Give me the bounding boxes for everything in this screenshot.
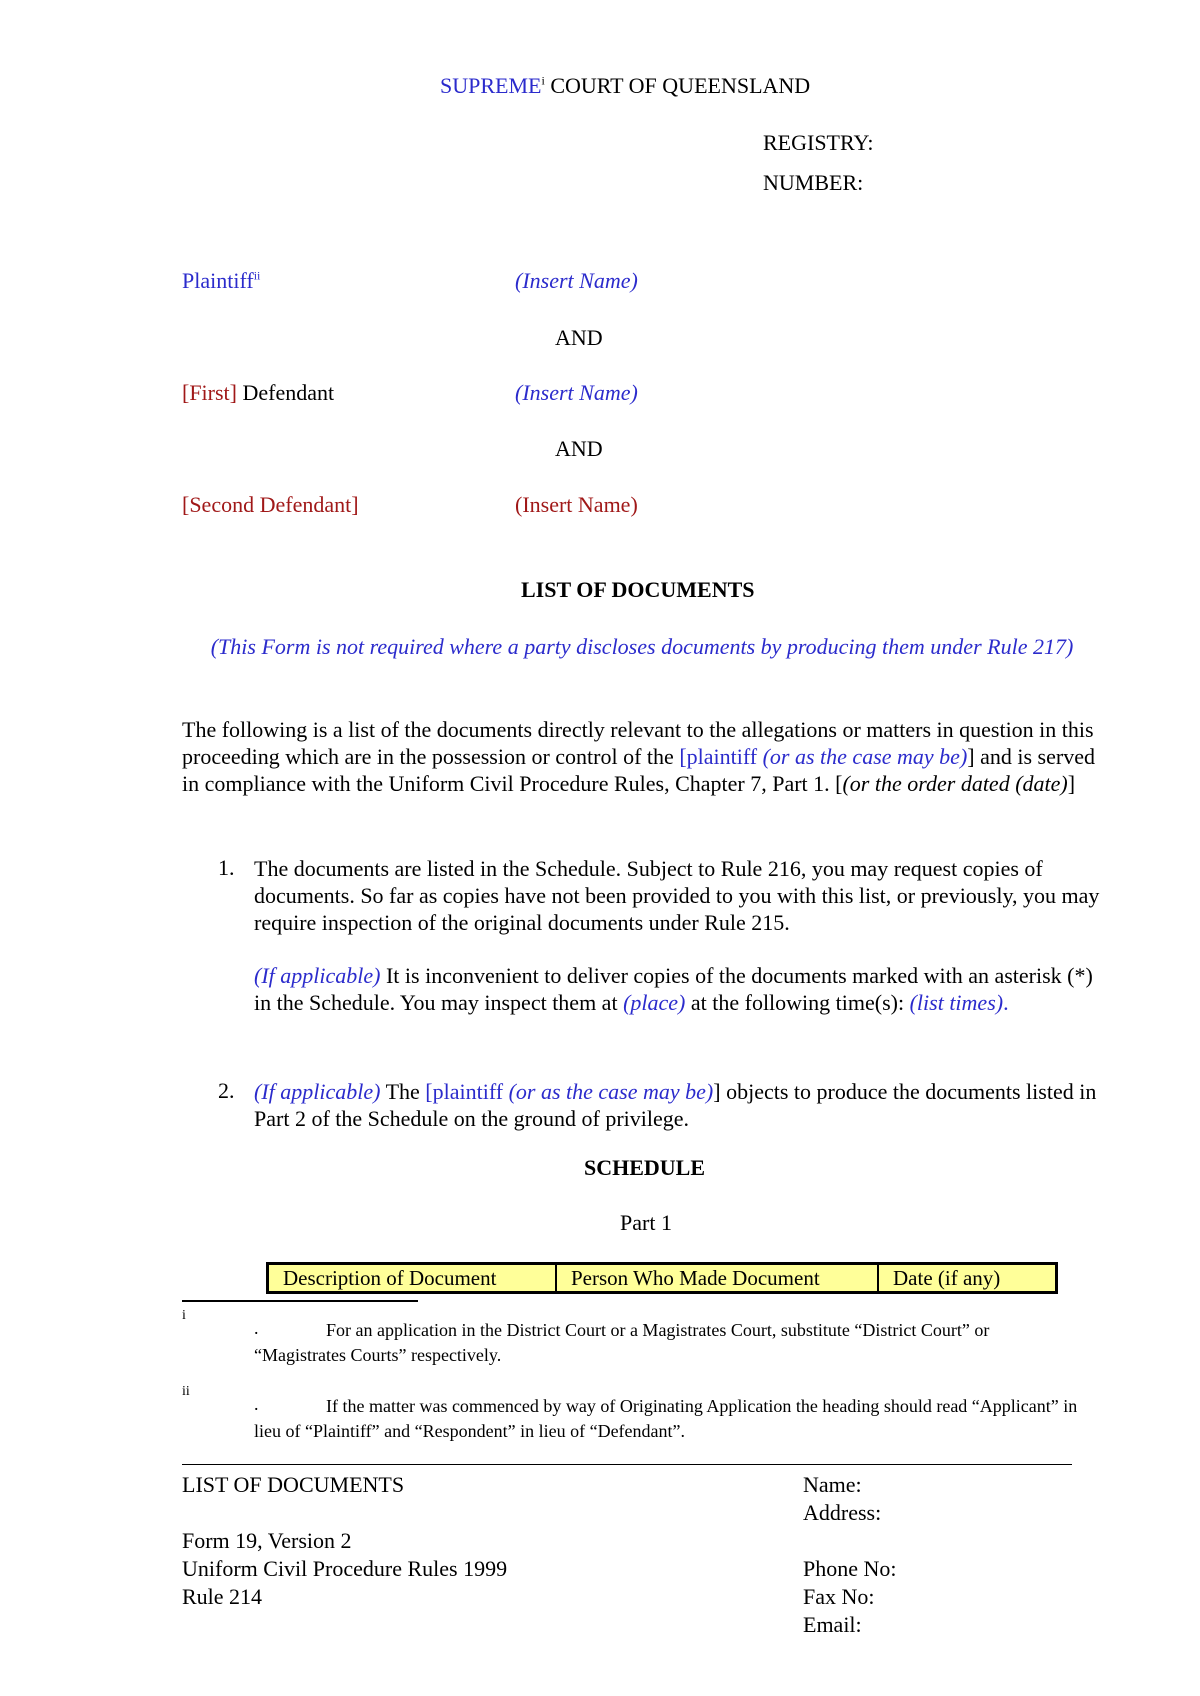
item-1b-text-2: at the following time(s): bbox=[685, 990, 910, 1015]
item-1b-prefix: (If applicable) bbox=[254, 963, 381, 988]
court-name-highlight: SUPREME bbox=[440, 73, 542, 98]
footer-form-version: Form 19, Version 2 bbox=[182, 1528, 352, 1553]
item-2-paragraph bbox=[254, 1078, 1109, 1132]
second-defendant-name-placeholder: (Insert Name) bbox=[515, 492, 638, 517]
item-1b-place: (place) bbox=[623, 990, 686, 1015]
item-2-text-1: The bbox=[380, 1079, 426, 1104]
form-note: (This Form is not required where a party discloses documents by producing them under Rule 217) bbox=[210, 634, 1074, 659]
footer-document-title: LIST OF DOCUMENTS bbox=[182, 1472, 405, 1497]
schedule-table-header bbox=[266, 1262, 1058, 1294]
intro-order-date: (or the order dated (date) bbox=[842, 771, 1068, 796]
intro-text-1: The following is a list of the documents directly relevant to the allegations or matters in question in this proceeding which are in the possession or control of the bbox=[182, 717, 1094, 769]
plaintiff-label-text: Plaintiff bbox=[182, 268, 254, 293]
item-1b-paragraph bbox=[254, 962, 1109, 1016]
item-2-prefix: (If applicable) bbox=[254, 1079, 381, 1104]
footnote-2-text: If the matter was commenced by way of Originating Application the heading should read “Applicant” in lieu of “Plaintiff” and “Respondent” in lieu of “Defendant”. bbox=[254, 1396, 1078, 1441]
column-header-person: Person Who Made Document bbox=[557, 1265, 879, 1291]
plaintiff-label bbox=[182, 268, 260, 294]
footnote-1-text: For an application in the District Court or a Magistrates Court, substitute “District Court” or “Magistrates Courts” respectively. bbox=[254, 1320, 990, 1365]
item-2-number: 2. bbox=[218, 1078, 235, 1103]
number-label: NUMBER: bbox=[763, 170, 864, 195]
item-1b-end: . bbox=[1003, 990, 1009, 1015]
footer-phone-label: Phone No: bbox=[803, 1556, 897, 1581]
footer-address-label: Address: bbox=[803, 1500, 882, 1525]
intro-party-close: ] bbox=[967, 744, 975, 769]
column-header-date: Date (if any) bbox=[893, 1266, 1001, 1290]
schedule-heading: SCHEDULE bbox=[584, 1155, 706, 1180]
and-separator-2: AND bbox=[555, 436, 603, 461]
court-name-rest: COURT OF QUEENSLAND bbox=[544, 73, 811, 98]
item-2-text-2: objects to produce the documents listed in Part 2 of the Schedule on the ground of privilege. bbox=[254, 1079, 1097, 1131]
footer-rule-number: Rule 214 bbox=[182, 1584, 263, 1609]
item-2-party-open: [plaintiff bbox=[425, 1079, 509, 1104]
column-header-description: Description of Document bbox=[269, 1265, 557, 1291]
and-separator-1: AND bbox=[555, 325, 603, 350]
item-2-party-close: ] bbox=[713, 1079, 721, 1104]
intro-text-3: ] bbox=[1067, 771, 1076, 796]
plaintiff-name-placeholder: (Insert Name) bbox=[515, 268, 638, 293]
item-1b-text-1: It is inconvenient to deliver copies of the documents marked with an asterisk (*) in the Schedule. You may inspect them at bbox=[254, 963, 1093, 1015]
item-1-number: 1. bbox=[218, 855, 235, 880]
intro-party-italic: (or as the case may be) bbox=[762, 744, 968, 769]
footer-fax-label: Fax No: bbox=[803, 1584, 875, 1609]
footnote-2-marker: ii bbox=[182, 1384, 190, 1399]
item-1b-times: (list times) bbox=[909, 990, 1004, 1015]
item-1-text: The documents are listed in the Schedule. Subject to Rule 216, you may request copies of documents. So far as copies have not been provided to you with this list, or previously, you may require inspection of the original documents under Rule 215. bbox=[254, 856, 1100, 935]
intro-paragraph bbox=[182, 716, 1107, 797]
footer-email-label: Email: bbox=[803, 1612, 862, 1637]
footnote-2-dot: . bbox=[254, 1394, 259, 1414]
footnote-ref-ii[interactable]: ii bbox=[253, 268, 261, 283]
first-defendant-label bbox=[182, 380, 334, 406]
registry-label: REGISTRY: bbox=[763, 130, 874, 155]
footnote-ref-i[interactable]: i bbox=[541, 73, 545, 88]
item-2-party-bracket bbox=[425, 1079, 713, 1104]
footer-rules: Uniform Civil Procedure Rules 1999 bbox=[182, 1556, 508, 1581]
footnote-1-marker: i bbox=[182, 1308, 186, 1323]
schedule-part-label: Part 1 bbox=[620, 1210, 672, 1235]
intro-text-2: and is served in compliance with the Uniform Civil Procedure Rules, Chapter 7, Part 1. [ bbox=[182, 744, 1095, 796]
footnote-separator bbox=[182, 1300, 418, 1302]
item-2-party-italic: (or as the case may be) bbox=[508, 1079, 714, 1104]
second-defendant-label: [Second Defendant] bbox=[182, 492, 359, 517]
intro-party-open: [plaintiff bbox=[679, 744, 763, 769]
footnote-1-dot: . bbox=[254, 1318, 259, 1338]
footer-separator bbox=[182, 1464, 1072, 1465]
first-defendant-bracket: [First] bbox=[182, 380, 237, 405]
first-defendant-name-placeholder: (Insert Name) bbox=[515, 380, 638, 405]
footer-name-label: Name: bbox=[803, 1472, 862, 1497]
document-title: LIST OF DOCUMENTS bbox=[521, 577, 755, 602]
court-heading bbox=[440, 73, 810, 99]
intro-party-bracket bbox=[679, 744, 967, 769]
first-defendant-word: Defendant bbox=[237, 380, 335, 405]
